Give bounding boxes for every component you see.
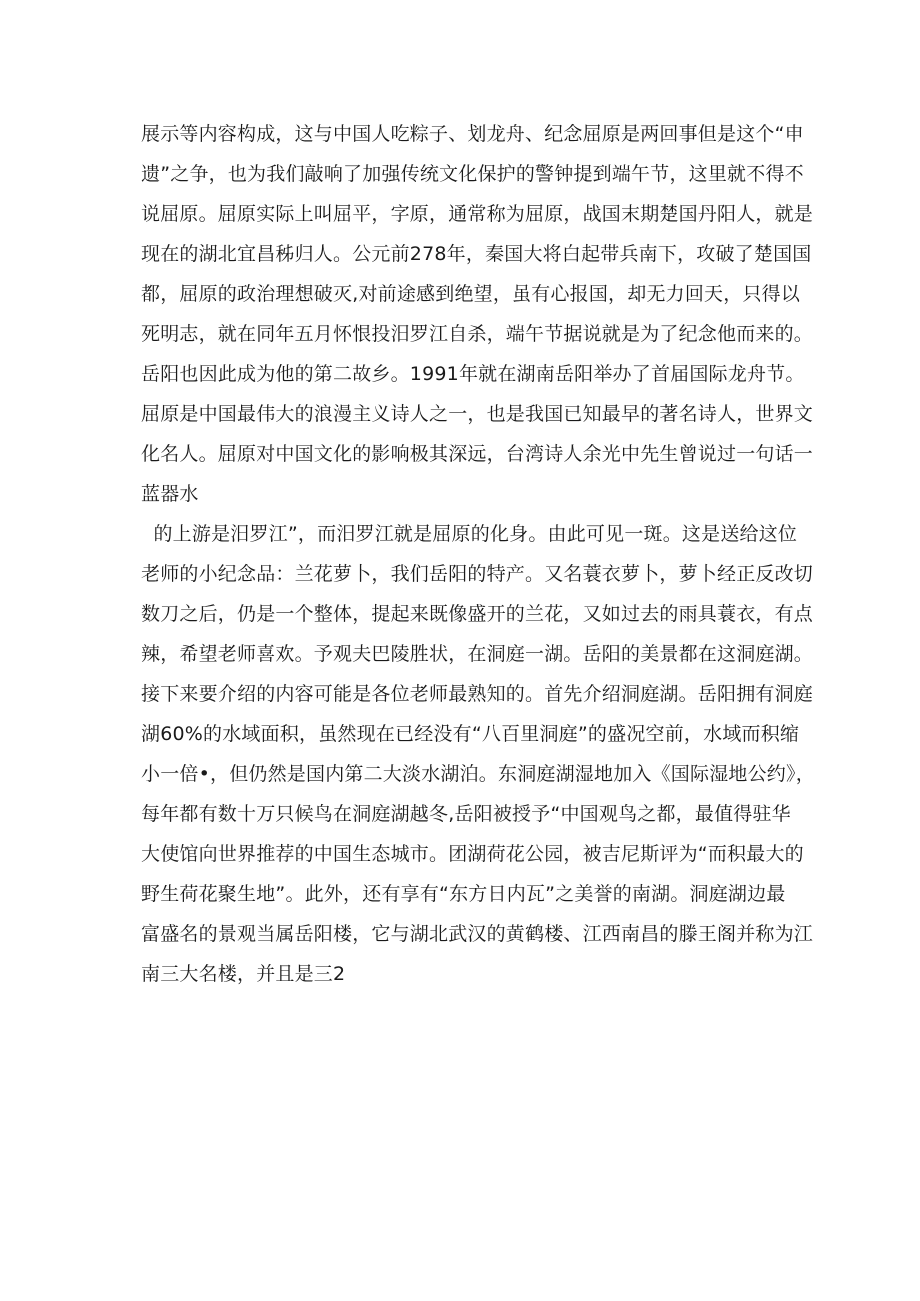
text-line: 化名人。屈原对中国文化的影响极其深远，台湾诗人余光中先生曾说过一句话一 <box>141 443 814 465</box>
text-line: 大使馆向世界推荐的中国生态城市。团湖荷花公园，被吉尼斯评为“而积最大的 <box>141 843 804 865</box>
text-line: 富盛名的景观当属岳阳楼，它与湖北武汉的黄鹤楼、江西南昌的滕王阁并称为江 <box>141 923 814 945</box>
body-text <box>141 114 815 994</box>
text-line: 现在的湖北宜昌秭归人。公元前278年，秦国大将白起带兵南下，攻破了楚国国 <box>141 243 812 265</box>
text-line: 说屈原。屈原实际上叫屈平，字原，通常称为屈原，战国末期楚国丹阳人，就是 <box>141 203 814 225</box>
text-line: 屈原是中国最伟大的浪漫主义诗人之一，也是我国已知最早的著名诗人，世界文 <box>141 403 814 425</box>
text-line: 蓝器水 <box>141 483 199 505</box>
text-line: 南三大名楼，并且是三2 <box>141 963 346 985</box>
text-line: 死明志，就在同年五月怀恨投汨罗江自杀，端午节据说就是为了纪念他而来的。 <box>141 323 814 345</box>
text-line: 岳阳也因此成为他的第二故乡。1991年就在湖南岳阳举办了首届国际龙舟节。 <box>141 363 805 385</box>
text-line: 接下来要介绍的内容可能是各位老师最熟知的。首先介绍洞庭湖。岳阳拥有洞庭 <box>141 683 814 705</box>
text-line: 都，屈原的政治理想破灭,对前途感到绝望，虽有心报国，却无力回天，只得以 <box>141 283 801 305</box>
text-line: 展示等内容构成，这与中国人吃粽子、划龙舟、纪念屈原是两回事但是这个“申 <box>141 123 804 145</box>
text-line: 湖60%的水域面积，虽然现在已经没有“八百里洞庭”的盛况空前，水域而积缩 <box>141 723 800 745</box>
text-line: 数刀之后，仍是一个整体，提起来既像盛开的兰花，又如过去的雨具蓑衣，有点 <box>141 603 814 625</box>
text-line: 辣，希望老师喜欢。予观夫巴陵胜状，在洞庭一湖。岳阳的美景都在这洞庭湖。 <box>141 643 814 665</box>
text-line: 老师的小纪念品：兰花萝卜，我们岳阳的特产。又名蓑衣萝卜，萝卜经正反改切 <box>141 563 814 585</box>
text-line: 的上游是汨罗江”，而汨罗江就是屈原的化身。由此可见一斑。这是送给这位 <box>141 523 798 545</box>
text-line: 野生荷花聚生地”。此外，还有享有“东方日内瓦”之美誉的南湖。洞庭湖边最 <box>141 883 786 905</box>
text-line: 遗”之争，也为我们敲响了加强传统文化保护的警钟提到端午节，这里就不得不 <box>141 163 804 185</box>
text-line: 小一倍•，但仍然是国内第二大淡水湖泊。东洞庭湖湿地加入《国际湿地公约》， <box>141 763 815 785</box>
text-line: 每年都有数十万只候鸟在洞庭湖越冬,岳阳被授予“中国观鸟之都，最值得驻华 <box>141 803 791 825</box>
